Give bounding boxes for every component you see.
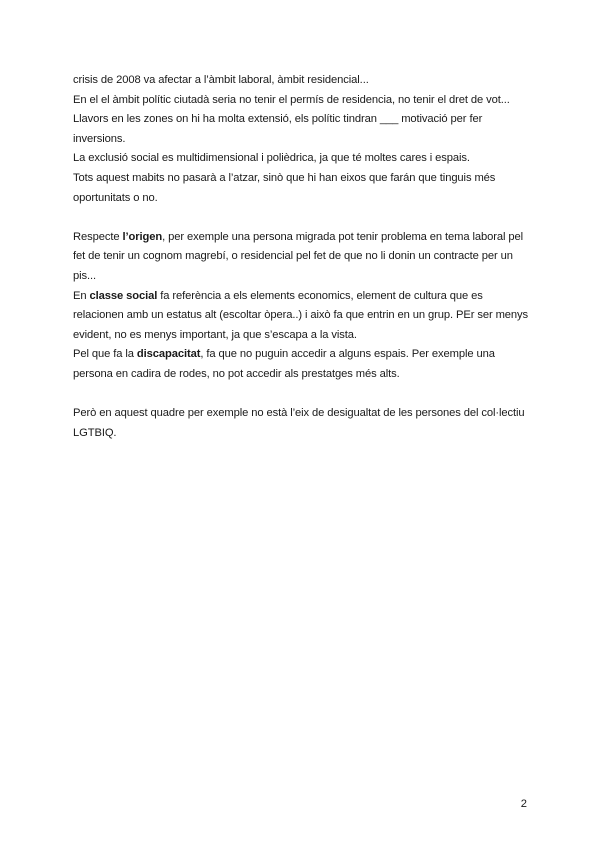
document-body — [73, 71, 535, 443]
paragraph-exclusio-social: La exclusió social es multidimensional i polièdrica, ja que té moltes cares i espais. — [73, 152, 470, 165]
paragraph-spacer — [73, 385, 535, 405]
origen-body-text: , per exemple una persona migrada pot tenir problema en tema laboral pel fet de tenir un cognom magrebí, o residencial pel fet de que no li donin un contracte per un pis... — [73, 230, 524, 282]
paragraph-eixos: Tots aquest mabits no pasarà a l’atzar, sinò que hi han eixos que farán que tinguis més oportunitats o no. — [73, 171, 496, 204]
discapacitat-term: discapacitat — [136, 348, 201, 361]
page-number: 2 — [520, 798, 527, 810]
origen-term: l’origen — [122, 230, 163, 243]
origen-intro-text: Respecte — [73, 230, 123, 243]
classe-body-text: fa referència a els elements economics, element de cultura que es relacionen amb un estatus alt (escoltar òpera..) i això fa que entrin en un grup. PEr ser menys evident, no es menys important, ja que s’escapa a la vista. — [73, 289, 529, 341]
discapacitat-body-text: , fa que no puguin accedir a alguns espais. Per exemple una persona en cadira de rodes, no pot accedir als prestatges més alts. — [73, 348, 495, 380]
paragraph-lgtbiq: Però en aquest quadre per exemple no està l’eix de desigualtat de les persones del col·lectiu LGTBIQ. — [73, 407, 525, 439]
paragraph-ambit-politic: En el el àmbit polític ciutadà seria no tenir el permís de residencia, no tenir el dret de vot... — [73, 93, 510, 106]
paragraph-classe-social — [73, 287, 535, 346]
paragraph-spacer — [73, 208, 535, 228]
paragraph-discapacitat — [73, 345, 535, 384]
classe-intro-text: En — [73, 289, 90, 302]
discapacitat-intro-text: Pel que fa la — [73, 348, 137, 361]
classe-social-term: classe social — [89, 289, 158, 302]
paragraph-zones-extensio: Llavors en les zones on hi ha molta extensió, els polític tindran ___ motivació per fer inversions. — [73, 113, 483, 145]
paragraph-crisis: crisis de 2008 va afectar a l’àmbit laboral, àmbit residencial... — [73, 74, 369, 86]
paragraph-origen — [73, 228, 535, 287]
